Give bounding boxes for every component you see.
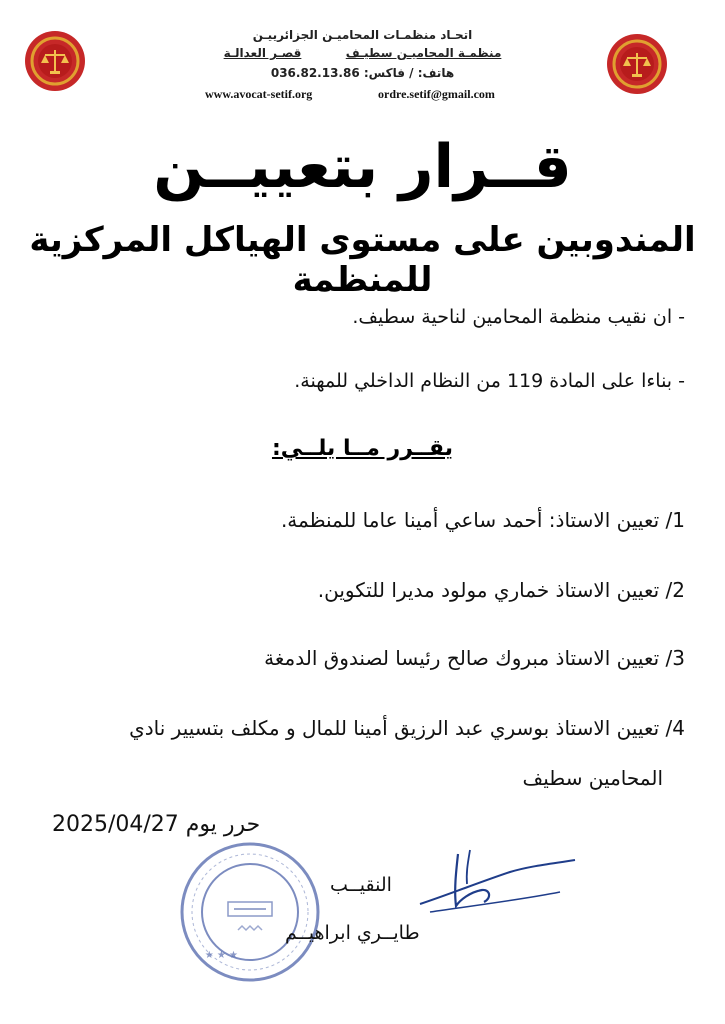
document-subtitle: المندوبين على مستوى الهياكل المركزية للمنظمة [29, 220, 696, 300]
union-name: اتحـاد منظمـات المحاميـن الجزائرييـن [252, 28, 473, 42]
decision-item-1: 1/ تعيين الاستاذ: أحمد ساعي أمينا عاما للمنظمة. [280, 508, 685, 532]
website-link[interactable]: www.avocat-setif.org [205, 87, 313, 101]
signatory-title: النقيــب [330, 874, 392, 896]
decision-item-4-continuation: المحامين سطيف [522, 766, 663, 790]
official-stamp [178, 840, 323, 985]
document-title: قــرار بتعييــن [153, 132, 572, 202]
address: قصـر العدالـة [223, 46, 302, 60]
phone-label: هاتف: / فاكس: [363, 66, 455, 80]
decision-item-3: 3/ تعيين الاستاذ مبروك صالح رئيسا لصندوق الدمغة [264, 646, 685, 670]
decides-heading: يقــرر مــا يلــي: [271, 436, 454, 461]
preamble-line-1: - ان نقيب منظمة المحامين لناحية سطيف. [352, 306, 685, 328]
email-link[interactable]: ordre.setif@gmail.com [378, 87, 495, 101]
signatory-name: طايــري ابراهيــم [285, 922, 420, 944]
svg-text:★ ★ ★: ★ ★ ★ [204, 950, 238, 961]
phone-line [0, 66, 725, 80]
right-bar-association-logo [606, 33, 668, 95]
phone-number: 036.82.13.86 [270, 66, 360, 80]
org-address-line [0, 46, 725, 60]
issue-date: حرر يوم 2025/04/27 [52, 812, 261, 837]
handwritten-signature [410, 842, 580, 922]
decision-item-2: 2/ تعيين الاستاذ خماري مولود مديرا للتكوين. [317, 578, 685, 602]
preamble-line-2: - بناءا على المادة 119 من النظام الداخلي للمهنة. [294, 370, 685, 392]
decision-item-4: 4/ تعيين الاستاذ بوسري عبد الرزيق أمينا للمال و مكلف بتسيير نادي [129, 716, 685, 740]
org-name: منظمـة المحاميـن سطيـف [345, 46, 502, 60]
